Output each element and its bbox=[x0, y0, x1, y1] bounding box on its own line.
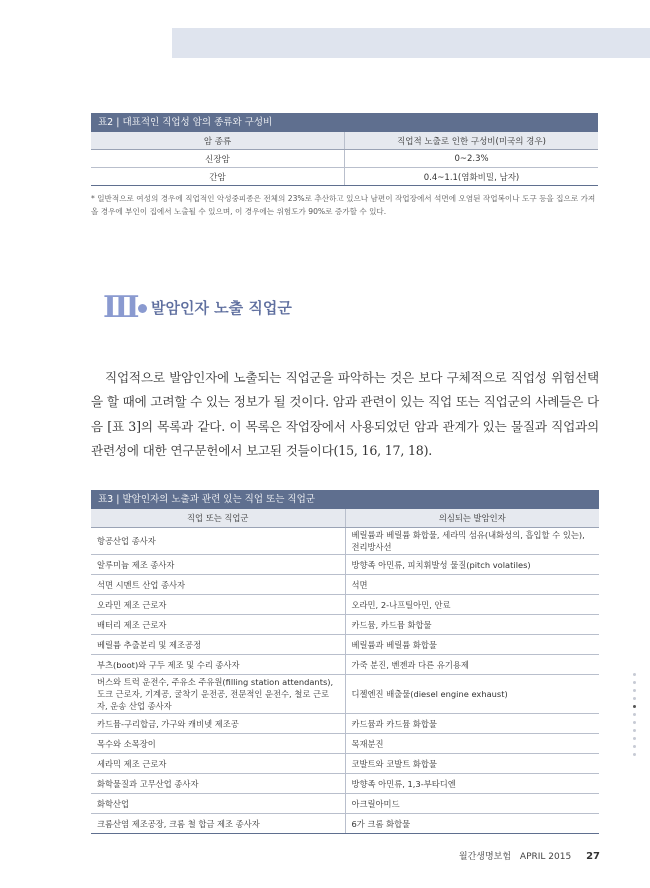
table-cell: 오라민, 2-나프틸아민, 안료 bbox=[345, 595, 599, 615]
table-cell: 6가 크롬 화합물 bbox=[345, 814, 599, 834]
table-cell: 오라민 제조 근로자 bbox=[91, 595, 345, 615]
indicator-dot bbox=[633, 721, 636, 724]
section-numeral: Ⅲ bbox=[103, 290, 138, 325]
table-cell: 방향족 아민류, 피치휘발성 물질(pitch volatiles) bbox=[345, 555, 599, 575]
indicator-dot bbox=[633, 673, 636, 676]
table-row bbox=[91, 615, 599, 635]
table-cell: 베릴륨과 베릴륨 화합물 bbox=[345, 635, 599, 655]
table-cell: 0.4~1.1(염화비밀, 남자) bbox=[345, 168, 599, 186]
table-caption: 표2 | 대표적인 직업성 암의 종류와 구성비 bbox=[91, 113, 598, 132]
table-row bbox=[91, 774, 599, 794]
table-cell: 알루미늄 제조 종사자 bbox=[91, 555, 345, 575]
column-header: 의심되는 발암인자 bbox=[345, 509, 599, 528]
indicator-dot bbox=[633, 745, 636, 748]
table-cell: 세라믹 제조 근로자 bbox=[91, 754, 345, 774]
issue-date: APRIL 2015 bbox=[519, 852, 572, 862]
table-cell: 아크릴아미드 bbox=[345, 794, 599, 814]
table-row bbox=[91, 635, 599, 655]
table-cell: 크롬산염 제조공장, 크롬 철 합금 제조 종사자 bbox=[91, 814, 345, 834]
body-paragraph: 직업적으로 발암인자에 노출되는 직업군을 파악하는 것은 보다 구체적으로 직업성 위험선택을 할 때에 고려할 수 있는 정보가 될 것이다. 암과 관련이 있는 직업 또는 직업군의 사례들은 다음 [표 3]의 목록과 같다. 이 목록은 작업장에서 사용되었던 암과 관계가 있는 물질과 직업과의 관련성에 대한 연구문헌에서 보고된 것들이다(15, 16, 17, 18). bbox=[91, 370, 599, 458]
table-row bbox=[91, 814, 599, 834]
table-cell: 석면 시멘트 산업 종사자 bbox=[91, 575, 345, 595]
table-cell: 화학산업 bbox=[91, 794, 345, 814]
table-cell: 카드뮴과 카드뮴 화합물 bbox=[345, 714, 599, 734]
indicator-dot bbox=[633, 697, 636, 700]
table-cell: 베릴륨 추출분리 및 제조공정 bbox=[91, 635, 345, 655]
indicator-dot bbox=[633, 737, 636, 740]
table-row bbox=[91, 555, 599, 575]
table-cell: 가죽 분진, 벤젠과 다른 유기용제 bbox=[345, 655, 599, 675]
table-cell: 디젤엔진 배출물(diesel engine exhaust) bbox=[345, 675, 599, 714]
table-row bbox=[91, 675, 599, 714]
table-row bbox=[91, 754, 599, 774]
table-footnote: * 일반적으로 여성의 경우에 직업적인 악성중피종은 전체의 23%로 추산하고 있으나 남편이 작업장에서 석면에 오염된 작업복이나 도구 등을 집으로 가져 올 경우에 부인이 집에서 노출될 수 있으며, 이 경우에는 위험도가 90%로 증가할 수 있다. bbox=[91, 194, 596, 216]
table-cell: 카드뮴-구리합금, 가구와 캐비넷 제조공 bbox=[91, 714, 345, 734]
table-caption: 표3 | 발암인자의 노출과 관련 있는 직업 또는 직업군 bbox=[91, 490, 599, 509]
column-header: 직업적 노출로 인한 구성비(미국의 경우) bbox=[345, 132, 599, 150]
indicator-dot bbox=[633, 753, 636, 756]
table-cell: 항공산업 종사자 bbox=[91, 528, 345, 555]
table-row bbox=[91, 528, 599, 555]
page-indicator-dots bbox=[633, 673, 637, 761]
table-cell: 0~2.3% bbox=[345, 150, 599, 168]
table-3 bbox=[91, 490, 599, 834]
indicator-dot bbox=[633, 689, 636, 692]
table-cell: 화학물질과 고무산업 종사자 bbox=[91, 774, 345, 794]
table-cell: 베릴륨과 베릴륨 화합물, 세라믹 섬유(내화성의, 흡입할 수 있는), 전리방사선 bbox=[345, 528, 599, 555]
table-cell: 목재분진 bbox=[345, 734, 599, 754]
column-header: 직업 또는 직업군 bbox=[91, 509, 345, 528]
table-row bbox=[91, 150, 598, 168]
section-title: 발암인자 노출 직업군 bbox=[151, 299, 292, 317]
header-band bbox=[172, 28, 650, 58]
table-cell: 목수와 소목장이 bbox=[91, 734, 345, 754]
table-row bbox=[91, 794, 599, 814]
table-cell: 버스와 트럭 운전수, 주유소 주유원(filling station attendants), 도크 근로자, 기계공, 굴착기 운전공, 전문적인 운전수, 철로 근로자, 운송 산업 종사자 bbox=[91, 675, 345, 714]
indicator-dot bbox=[633, 713, 636, 716]
table-row bbox=[91, 575, 599, 595]
table-row bbox=[91, 595, 599, 615]
indicator-dot bbox=[633, 729, 636, 732]
table-cell: 코발트와 코발트 화합물 bbox=[345, 754, 599, 774]
table-2 bbox=[91, 113, 598, 186]
table-cell: 부츠(boot)와 구두 제조 및 수리 종사자 bbox=[91, 655, 345, 675]
table-cell: 신장암 bbox=[91, 150, 345, 168]
table-row bbox=[91, 655, 599, 675]
table-cell: 배터리 제조 근로자 bbox=[91, 615, 345, 635]
indicator-dot bbox=[633, 681, 636, 684]
table-cell: 석면 bbox=[345, 575, 599, 595]
table-cell: 방향족 아민류, 1,3-부타디엔 bbox=[345, 774, 599, 794]
table-row bbox=[91, 734, 599, 754]
page-footer bbox=[400, 849, 600, 862]
bullet-dot-icon bbox=[138, 304, 147, 313]
table-cell: 간암 bbox=[91, 168, 345, 186]
indicator-dot-active bbox=[633, 705, 636, 708]
publication-name: 월간생명보험 bbox=[458, 852, 512, 862]
table-row bbox=[91, 168, 598, 186]
table-row bbox=[91, 714, 599, 734]
column-header: 암 종류 bbox=[91, 132, 345, 150]
page-number: 27 bbox=[586, 851, 600, 862]
table-cell: 카드뮴, 카드뮴 화합물 bbox=[345, 615, 599, 635]
